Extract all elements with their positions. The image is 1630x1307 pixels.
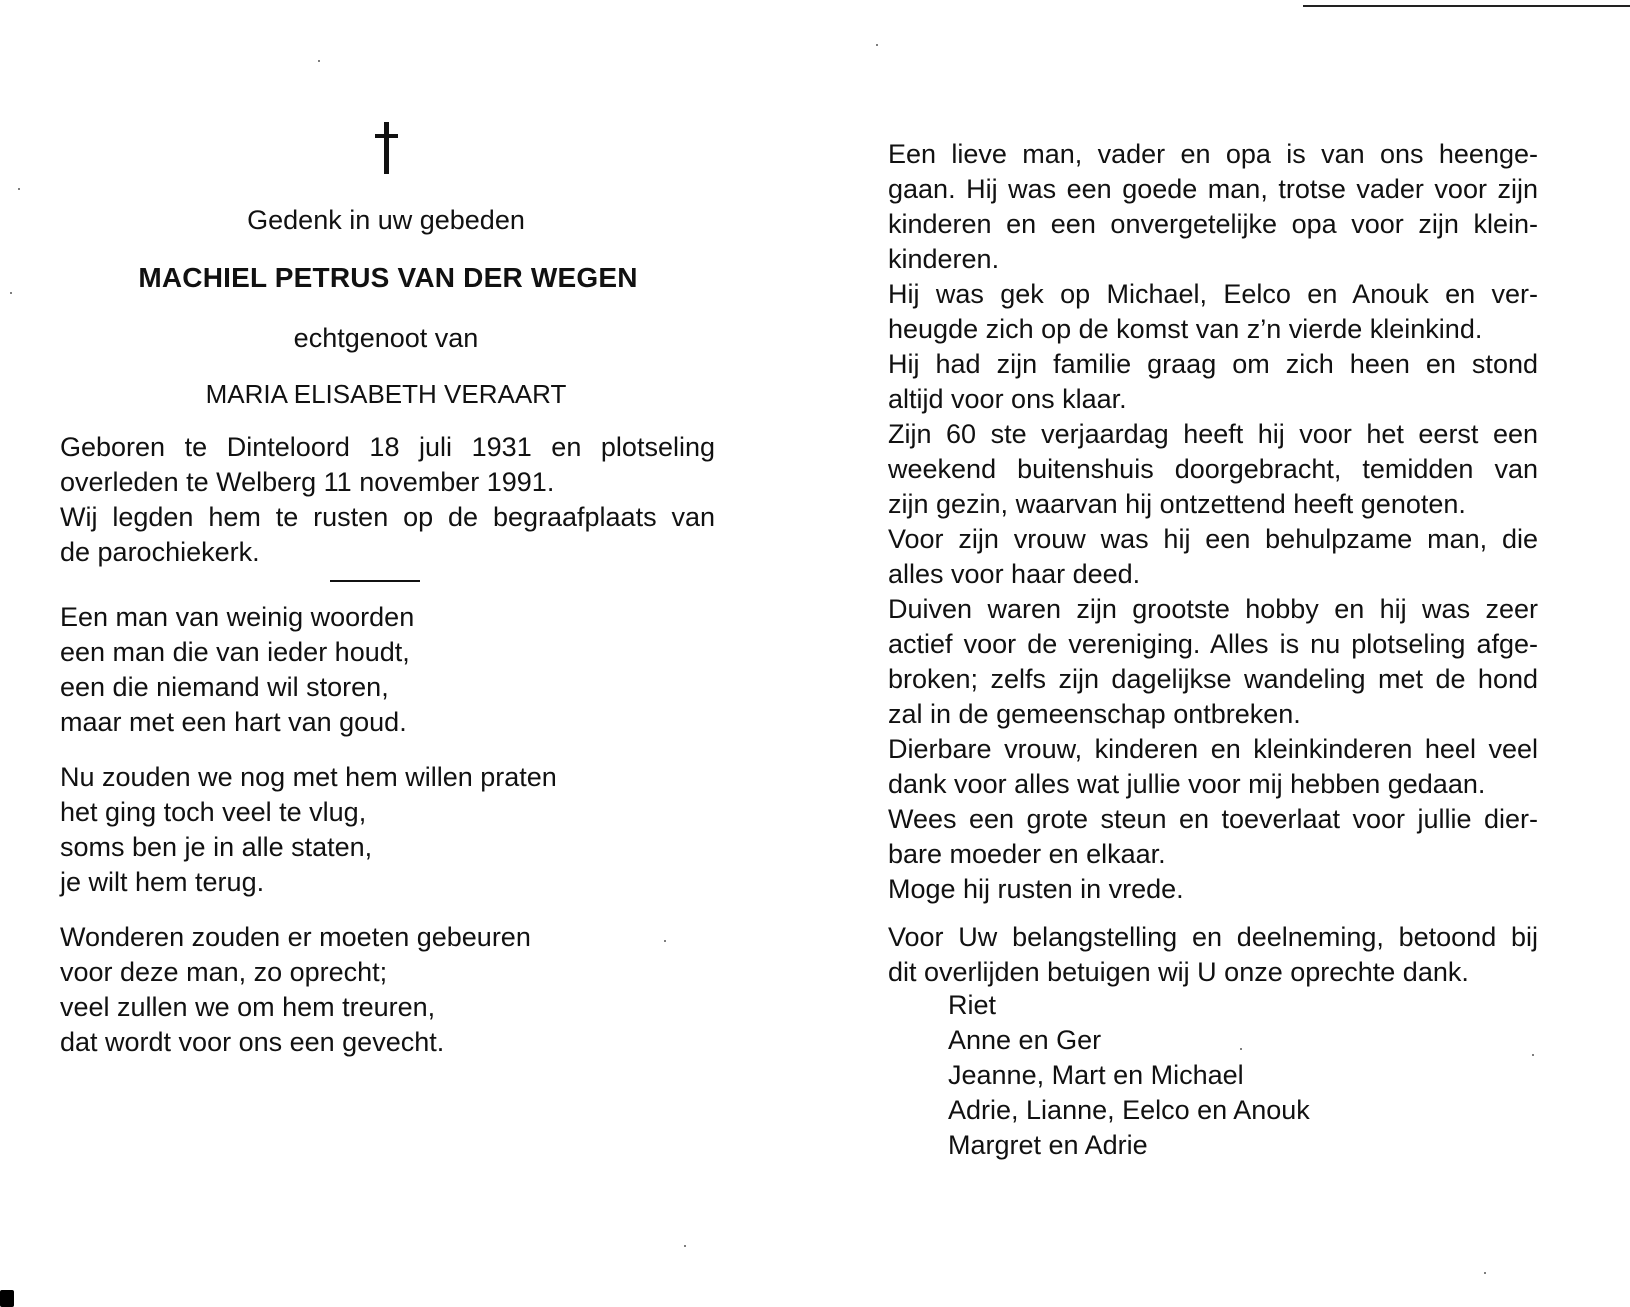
text-line: overleden te Welberg 11 november 1991. <box>60 467 555 497</box>
memorial-text <box>888 137 1538 907</box>
memorial-line: gaan. Hij was een goede man, trotse vader voor zijn <box>888 174 1538 204</box>
memorial-line: kinderen. <box>888 244 1000 274</box>
birth-death-paragraph <box>60 430 715 570</box>
memorial-line: actief voor de vereniging. Alles is nu plotseling afge- <box>888 629 1538 659</box>
memorial-line: heugde zich op de komst van z’n vierde kleinkind. <box>888 314 1483 344</box>
memorial-line: weekend buitenshuis doorgebracht, temidden van <box>888 454 1538 484</box>
memorial-line: Moge hij rusten in vrede. <box>888 874 1184 904</box>
memorial-line: Hij had zijn familie graag om zich heen en stond <box>888 349 1538 379</box>
memorial-line: Duiven waren zijn grootste hobby en hij was zeer <box>888 594 1538 624</box>
thanks-paragraph <box>888 920 1538 990</box>
poem-line: een die niemand wil storen, <box>60 672 389 702</box>
cross-icon <box>371 122 401 174</box>
poem-stanza-3 <box>60 920 531 1060</box>
family-signature-list <box>948 988 1310 1163</box>
poem-line: een man die van ieder houdt, <box>60 637 410 667</box>
poem-line: veel zullen we om hem treuren, <box>60 992 436 1022</box>
poem-line: dat wordt voor ons een gevecht. <box>60 1027 445 1057</box>
poem-line: het ging toch veel te vlug, <box>60 797 367 827</box>
scan-speck <box>10 292 12 294</box>
memorial-line: zal in de gemeenschap ontbreken. <box>888 699 1301 729</box>
poem-line: voor deze man, zo oprecht; <box>60 957 388 987</box>
memorial-line: Hij was gek op Michael, Eelco en Anouk en ver- <box>888 279 1538 309</box>
section-divider <box>330 580 420 582</box>
family-member: Anne en Ger <box>948 1025 1102 1055</box>
deceased-name: MACHIEL PETRUS VAN DER WEGEN <box>138 262 638 293</box>
memorial-line: alles voor haar deed. <box>888 559 1141 589</box>
memorial-line: Een lieve man, vader en opa is van ons heenge- <box>888 139 1538 169</box>
poem-line: Nu zouden we nog met hem willen praten <box>60 762 557 792</box>
memorial-line: dank voor alles wat jullie voor mij hebben gedaan. <box>888 769 1486 799</box>
top-edge-rule <box>1303 5 1630 7</box>
memorial-line: Dierbare vrouw, kinderen en kleinkinderen heel veel <box>888 734 1538 764</box>
memorial-line: kinderen en een onvergetelijke opa voor zijn klein- <box>888 209 1538 239</box>
scan-speck <box>684 1245 686 1247</box>
memorial-line: zijn gezin, waarvan hij ontzettend heeft genoten. <box>888 489 1466 519</box>
memorial-line: Zijn 60 ste verjaardag heeft hij voor het eerst een <box>888 419 1538 449</box>
text-line: Wij legden hem te rusten op de begraafplaats van <box>60 502 715 532</box>
relation-label: echtgenoot van <box>293 323 479 353</box>
poem-line: je wilt hem terug. <box>60 867 265 897</box>
text-line: de parochiekerk. <box>60 537 260 567</box>
scan-speck <box>318 60 320 62</box>
scan-speck <box>1532 1054 1534 1056</box>
spouse-name: MARIA ELISABETH VERAART <box>205 379 567 409</box>
family-member: Margret en Adrie <box>948 1130 1148 1160</box>
text-line: Geboren te Dinteloord 18 juli 1931 en plotseling <box>60 432 715 462</box>
family-member: Riet <box>948 990 997 1020</box>
poem-line: Een man van weinig woorden <box>60 602 415 632</box>
text-line: dit overlijden betuigen wij U onze oprechte dank. <box>888 957 1469 987</box>
memorial-line: altijd voor ons klaar. <box>888 384 1127 414</box>
scan-corner-mark <box>0 1290 14 1307</box>
poem-stanza-2 <box>60 760 557 900</box>
family-member: Jeanne, Mart en Michael <box>948 1060 1244 1090</box>
scan-speck <box>1484 1272 1486 1274</box>
text-line: Voor Uw belangstelling en deelneming, betoond bij <box>888 922 1538 952</box>
poem-line: maar met een hart van goud. <box>60 707 407 737</box>
memorial-line: Wees een grote steun en toeverlaat voor jullie dier- <box>888 804 1538 834</box>
poem-line: soms ben je in alle staten, <box>60 832 373 862</box>
poem-line: Wonderen zouden er moeten gebeuren <box>60 922 531 952</box>
scan-speck <box>876 44 878 46</box>
scan-speck <box>18 188 20 190</box>
poem-stanza-1 <box>60 600 414 740</box>
scan-speck <box>664 940 666 942</box>
memorial-line: bare moeder en elkaar. <box>888 839 1166 869</box>
prayer-heading: Gedenk in uw gebeden <box>247 205 525 235</box>
memorial-line: Voor zijn vrouw was hij een behulpzame man, die <box>888 524 1538 554</box>
family-member: Adrie, Lianne, Eelco en Anouk <box>948 1095 1310 1125</box>
memorial-line: broken; zelfs zijn dagelijkse wandeling met de hond <box>888 664 1538 694</box>
